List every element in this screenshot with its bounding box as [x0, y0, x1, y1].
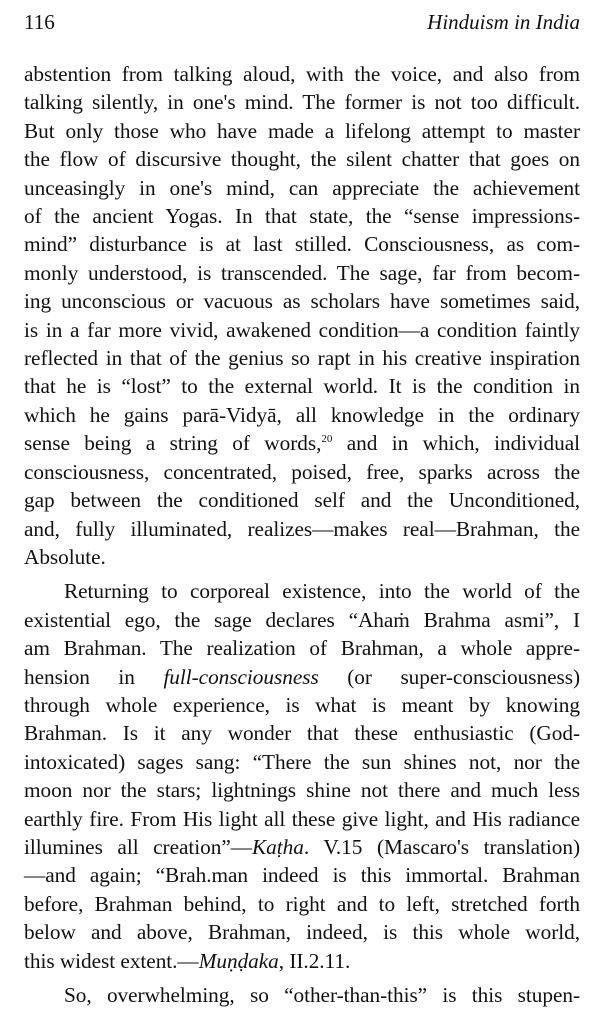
paragraph-2 — [24, 577, 580, 975]
text-line: before, Brahman behind, to right and to left, stretched forth — [24, 891, 580, 916]
text-line: earthly fire. From His light all these give light, and His radiance — [24, 806, 580, 831]
running-title: Hinduism in India — [427, 10, 580, 34]
paragraph-3 — [24, 981, 580, 1009]
italic-citation: Muṇḍaka — [198, 948, 279, 973]
text-line: below and above, Brahman, indeed, is this whole world, — [24, 920, 580, 945]
text-line: moon nor the stars; lightnings shine not there and much less — [24, 778, 580, 803]
italic-citation: Kaṭha — [252, 834, 304, 859]
text-segment: (or super-consciousness) — [318, 664, 580, 689]
text-line: mind” disturbance is at last stilled. Consciousness, as com- — [24, 232, 580, 257]
text-line: abstention from talking aloud, with the voice, and also from — [24, 62, 580, 86]
italic-term: full-consciousness — [163, 664, 319, 689]
text-line: which he gains parā-Vidyā, all knowledge in the ordinary — [24, 402, 580, 427]
text-segment: this widest extent.— — [24, 948, 199, 973]
text-line: Absolute. — [24, 544, 106, 569]
text-segment: sense being a string of words, — [24, 431, 322, 456]
text-line: is in a far more vivid, awakened condition—a condition faintly — [24, 317, 580, 342]
text-segment: . V.15 (Mascaro's translation) — [303, 834, 581, 859]
text-line: monly understood, is transcended. The sage, far from becom- — [24, 260, 580, 285]
text-line: through whole experience, is what is meant by knowing — [24, 692, 580, 717]
paragraph-1 — [24, 60, 580, 571]
text-line: existential ego, the sage declares “Ahaṁ Brahma asmi”, I — [24, 607, 580, 632]
text-segment: and in which, individual — [332, 431, 580, 456]
text-line: reflected in that of the genius so rapt in his creative inspiration — [24, 346, 580, 371]
text-line: Returning to corporeal existence, into the world of the — [64, 579, 580, 604]
text-line: So, overwhelming, so “other-than-this” is this stupen- — [64, 983, 580, 1007]
text-line: and, fully illuminated, realizes—makes real—Brahman, the — [24, 516, 580, 541]
text-segment: illumines all creation”— — [24, 834, 252, 859]
text-line — [24, 947, 580, 975]
text-line: talking silently, in one's mind. The former is not too difficult. — [24, 90, 580, 115]
text-line: ing unconscious or vacuous as scholars have sometimes said, — [24, 289, 580, 314]
footnote-marker: 20 — [321, 433, 333, 446]
text-line: of the ancient Yogas. In that state, the “sense impressions- — [24, 204, 580, 229]
page-number: 116 — [24, 10, 55, 34]
running-head — [24, 10, 580, 44]
text-line-with-footnote — [24, 429, 580, 457]
text-segment: , II.2.11. — [278, 948, 351, 973]
text-line: consciousness, concentrated, poised, free, sparks across the — [24, 459, 580, 484]
text-line: But only those who have made a lifelong attempt to master — [24, 118, 580, 143]
text-line: gap between the conditioned self and the Unconditioned, — [24, 488, 580, 513]
text-line — [24, 663, 580, 691]
text-line — [24, 833, 580, 861]
text-line: Brahman. Is it any wonder that these enthusiastic (God- — [24, 721, 580, 746]
text-line: that he is “lost” to the external world. It is the condition in — [24, 374, 580, 399]
text-segment: hension in — [24, 664, 164, 689]
text-line: the flow of discursive thought, the silent chatter that goes on — [24, 147, 580, 172]
text-line: intoxicated) sages sang: “There the sun shines not, nor the — [24, 749, 580, 774]
text-line: am Brahman. The realization of Brahman, a whole appre- — [24, 636, 580, 661]
text-line: unceasingly in one's mind, can appreciate the achievement — [24, 175, 580, 200]
book-page — [24, 10, 580, 1009]
text-line: —and again; “Brah.man indeed is this immortal. Brahman — [24, 863, 580, 888]
